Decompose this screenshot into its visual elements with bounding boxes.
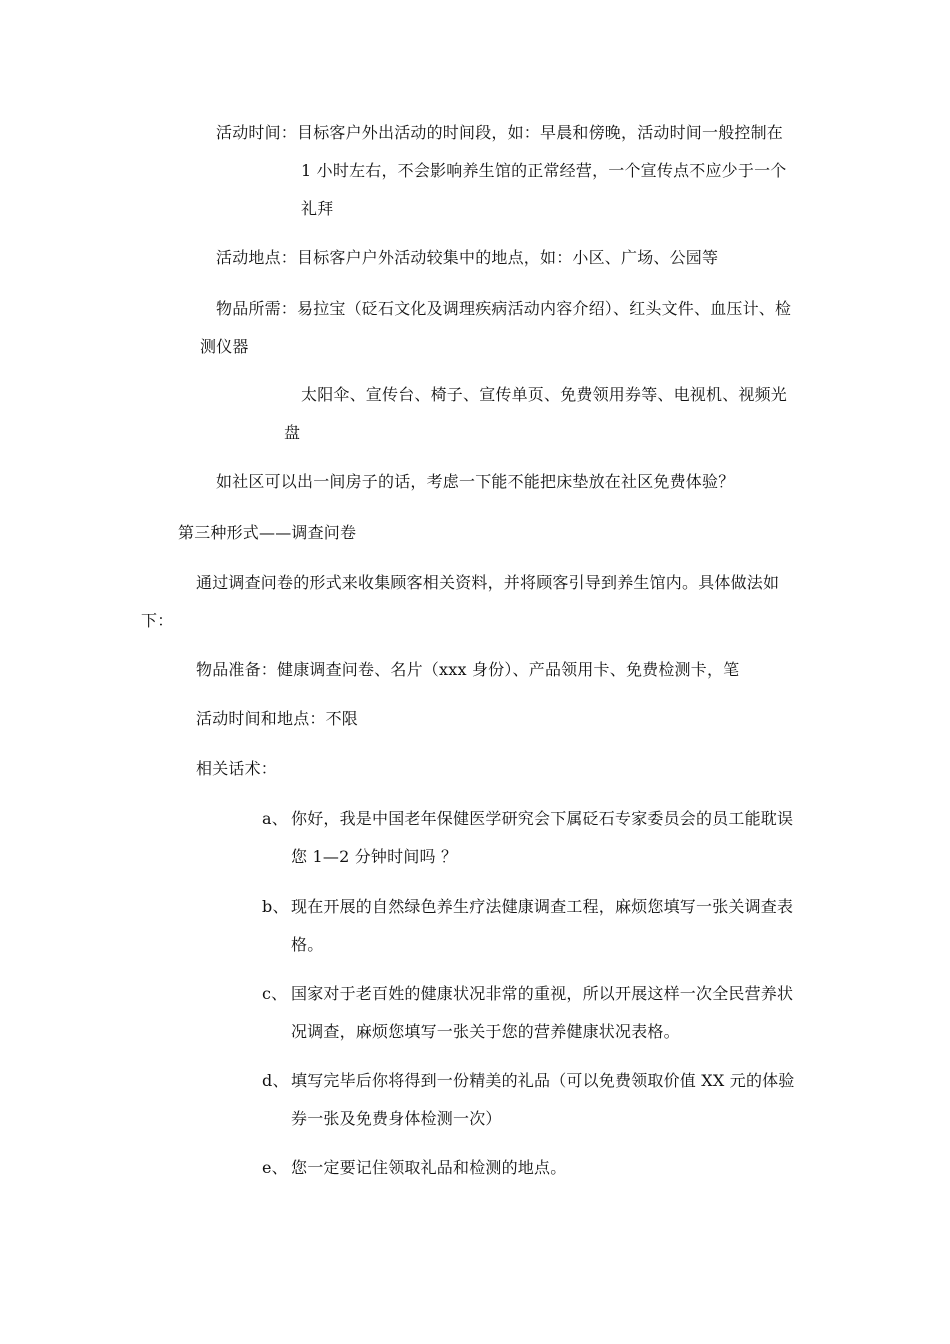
script-item-c	[262, 984, 793, 1004]
scripts-heading: 相关话术：	[196, 759, 278, 778]
community-note: 如社区可以出一间房子的话，考虑一下能不能把床垫放在社区免费体验？	[216, 472, 735, 491]
activity-time-line-2: 1 小时左右，不会影响养生馆的正常经营，一个宣传点不应少于一个	[301, 161, 787, 180]
supplies-line-4: 盘	[284, 423, 301, 442]
script-item-label: d、	[262, 1071, 289, 1090]
intro-line-1: 通过调查问卷的形式来收集顾客相关资料，并将顾客引导到养生馆内。具体做法如	[196, 573, 780, 592]
intro-line-2: 下：	[141, 611, 174, 630]
activity-time-line-3: 礼拜	[301, 199, 334, 218]
materials: 物品准备：健康调查问卷、名片（xxx 身份）、产品领用卡、免费检测卡，笔	[196, 660, 740, 679]
script-item-a	[262, 809, 793, 829]
time-place: 活动时间和地点：不限	[196, 709, 359, 728]
script-item-label: b、	[262, 897, 289, 916]
script-item-b	[262, 897, 793, 917]
section-heading: 第三种形式——调查问卷	[178, 523, 357, 542]
script-item-text: 您一定要记住领取礼品和检测的地点。	[291, 1158, 567, 1177]
script-item-b-continued: 格。	[291, 935, 324, 954]
activity-time-line-1: 活动时间：目标客户外出活动的时间段，如：早晨和傍晚，活动时间一般控制在	[216, 123, 784, 142]
script-item-e	[262, 1158, 566, 1178]
script-item-text: 你好，我是中国老年保健医学研究会下属砭石专家委员会的员工能耽误	[291, 809, 794, 828]
script-item-c-continued: 况调查，麻烦您填写一张关于您的营养健康状况表格。	[291, 1022, 680, 1041]
supplies-line-2: 测仪器	[200, 337, 249, 356]
script-item-text: 现在开展的自然绿色养生疗法健康调查工程，麻烦您填写一张关调查表	[291, 897, 794, 916]
script-item-text: 填写完毕后你将得到一份精美的礼品（可以免费领取价值 XX 元的体验	[291, 1071, 795, 1090]
script-item-label: e、	[262, 1158, 288, 1177]
supplies-line-1: 物品所需：易拉宝（砭石文化及调理疾病活动内容介绍）、红头文件、血压计、检	[216, 299, 792, 318]
script-item-label: a、	[262, 809, 288, 828]
script-item-d-continued: 券一张及免费身体检测一次）	[291, 1109, 502, 1128]
script-item-d	[262, 1071, 795, 1091]
activity-place: 活动地点：目标客户户外活动较集中的地点，如：小区、广场、公园等	[216, 248, 719, 267]
supplies-line-3: 太阳伞、宣传台、椅子、宣传单页、免费领用券等、电视机、视频光	[301, 385, 788, 404]
script-item-a-continued: 您 1—2 分钟时间吗 ？	[291, 847, 458, 866]
script-item-text: 国家对于老百姓的健康状况非常的重视，所以开展这样一次全民营养状	[291, 984, 794, 1003]
script-item-label: c、	[262, 984, 288, 1003]
